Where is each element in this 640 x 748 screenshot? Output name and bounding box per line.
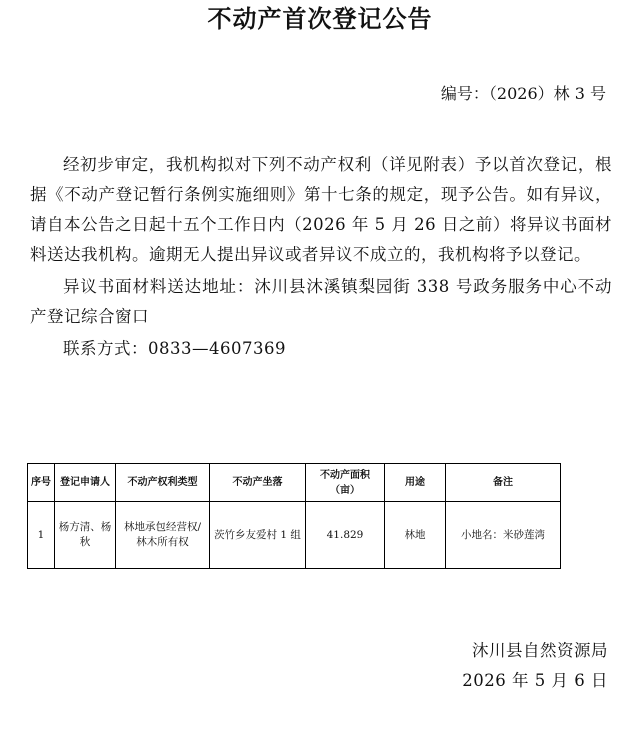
notice-body <box>30 150 612 366</box>
header-applicant: 登记申请人 <box>55 464 116 502</box>
cell-right-type: 林地承包经营权/林木所有权 <box>116 502 210 569</box>
cell-serial: 1 <box>28 502 55 569</box>
body-paragraph-address: 异议书面材料送达地址：沐川县沐溪镇梨园街 338 号政务服务中心不动产登记综合窗口 <box>30 277 612 326</box>
cell-usage: 林地 <box>385 502 446 569</box>
cell-applicant: 杨方清、杨秋 <box>55 502 116 569</box>
body-paragraph-contact: 联系方式：0833—4607369 <box>63 339 286 358</box>
header-area: 不动产面积（亩） <box>306 464 385 502</box>
header-usage: 用途 <box>385 464 446 502</box>
body-paragraph-main: 经初步审定，我机构拟对下列不动产权利（详见附表）予以首次登记，根据《不动产登记暂行条例实施细则》第十七条的规定，现予公告。如有异议，请自本公告之日起十五个工作日内（2026 年 5 月 26 日之前）将异议书面材料送达我机构。逾期无人提出异议或者异议不成立的，我机构将予以登记。 <box>30 155 612 264</box>
header-right-type: 不动产权利类型 <box>116 464 210 502</box>
registration-table <box>27 463 561 569</box>
notice-title: 不动产首次登记公告 <box>207 5 433 33</box>
document-number: 编号：（2026）林 3 号 <box>440 84 606 103</box>
signature-block <box>462 636 608 696</box>
cell-location: 茨竹乡友爱村 1 组 <box>210 502 306 569</box>
cell-remark: 小地名：米砂莲湾 <box>446 502 561 569</box>
issue-date: 2026 年 5 月 6 日 <box>462 671 608 690</box>
issuing-organization: 沐川县自然资源局 <box>472 641 608 660</box>
header-location: 不动产坐落 <box>210 464 306 502</box>
header-remark: 备注 <box>446 464 561 502</box>
cell-area: 41.829 <box>306 502 385 569</box>
header-serial: 序号 <box>28 464 55 502</box>
table-header-row <box>28 464 561 502</box>
table-row <box>28 502 561 569</box>
